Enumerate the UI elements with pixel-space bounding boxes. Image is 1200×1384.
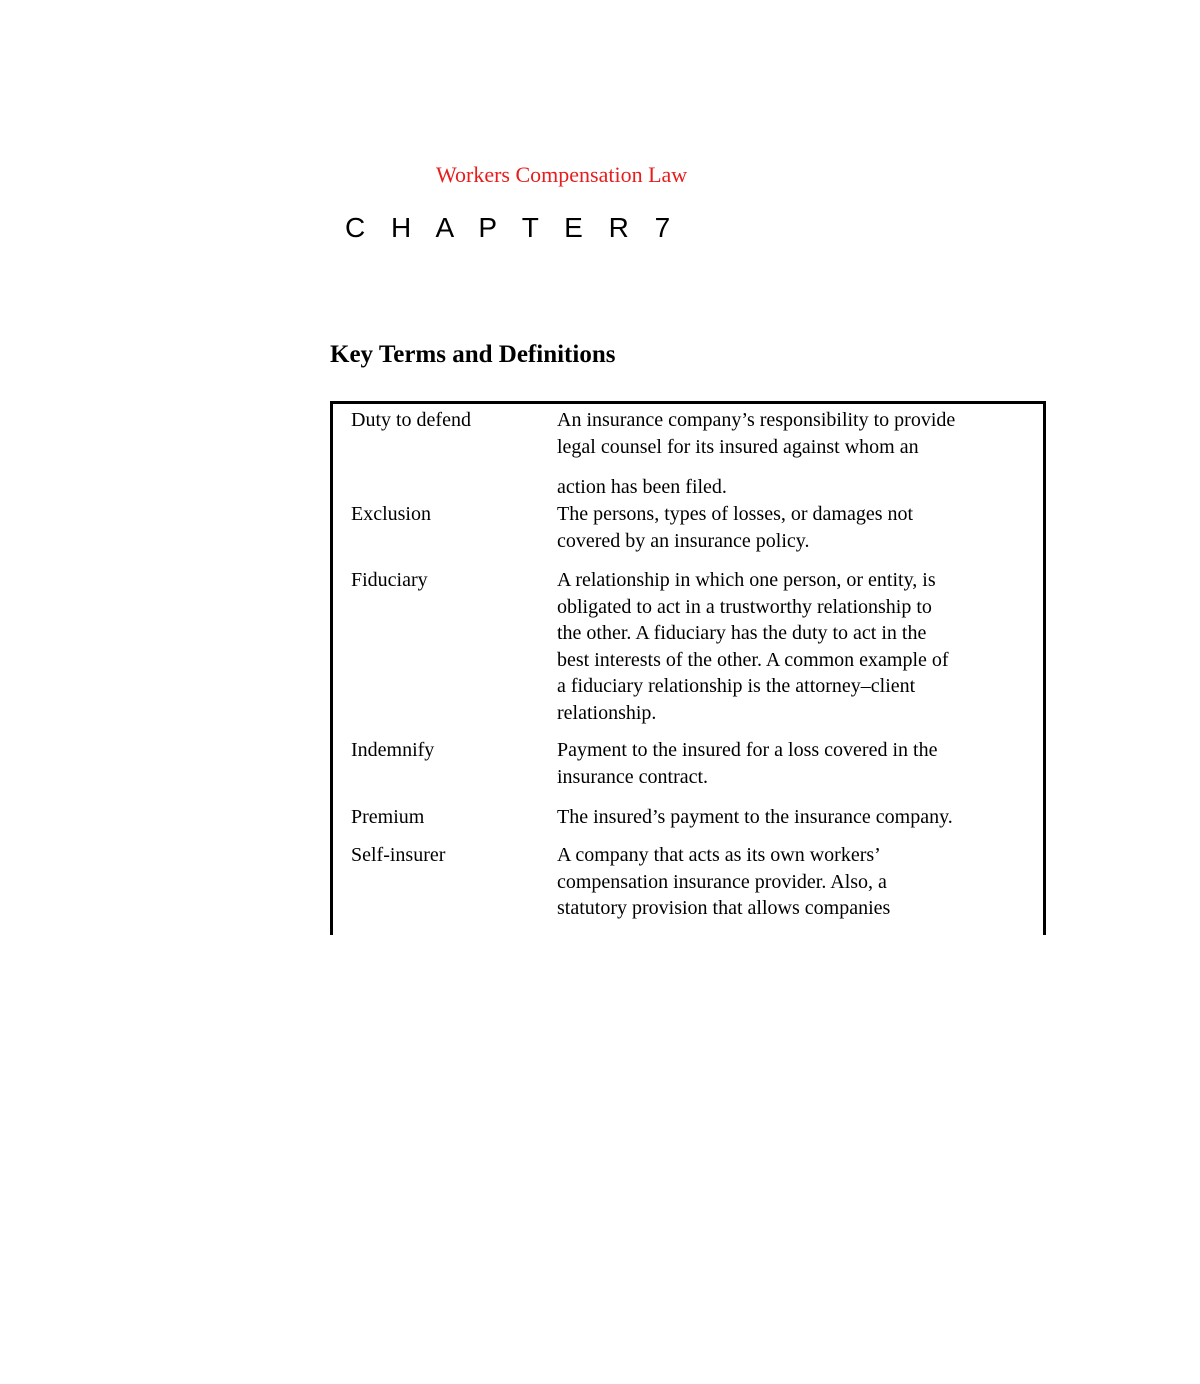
definition-indemnify <box>557 737 937 790</box>
term-premium: Premium <box>351 806 425 828</box>
definition-duty-to-defend <box>557 407 955 460</box>
definition-line: compensation insurance provider. Also, a <box>557 870 887 893</box>
definition-line: The insured’s payment to the insurance company. <box>557 806 953 828</box>
chapter-title: C H A P T E R 7 <box>345 212 680 243</box>
definition-line: A relationship in which one person, or entity, is <box>557 569 936 591</box>
definition-line: insurance contract. <box>557 765 709 788</box>
definition-line: relationship. <box>557 701 657 724</box>
definition-line: a fiduciary relationship is the attorney–client <box>557 675 916 698</box>
term-self-insurer: Self-insurer <box>351 844 446 866</box>
definition-line: The persons, types of losses, or damages not <box>557 503 914 525</box>
definition-line: A company that acts as its own workers’ <box>557 844 881 866</box>
definition-line: statutory provision that allows companies <box>557 897 891 920</box>
running-head: Workers Compensation Law <box>436 162 688 187</box>
section-heading: Key Terms and Definitions <box>330 341 616 368</box>
definition-premium <box>557 804 953 831</box>
definition-self-insurer <box>557 842 890 922</box>
definition-line: obligated to act in a trustworthy relationship to <box>557 595 932 618</box>
term-fiduciary: Fiduciary <box>351 569 428 591</box>
definition-line: best interests of the other. A common example of <box>557 648 949 671</box>
definition-line: action has been filed. <box>557 476 727 498</box>
definition-exclusion <box>557 501 913 554</box>
definition-fiduciary <box>557 567 949 727</box>
definition-line: the other. A fiduciary has the duty to act in the <box>557 622 927 645</box>
definition-line: An insurance company’s responsibility to provide <box>557 409 956 431</box>
term-duty-to-defend: Duty to defend <box>351 409 471 431</box>
definition-line: legal counsel for its insured against whom an <box>557 435 919 458</box>
definition-duty-to-defend-continued <box>557 474 727 501</box>
definition-line: covered by an insurance policy. <box>557 529 810 552</box>
term-exclusion: Exclusion <box>351 503 431 525</box>
term-indemnify: Indemnify <box>351 739 435 761</box>
definition-line: Payment to the insured for a loss covered in the <box>557 739 938 761</box>
